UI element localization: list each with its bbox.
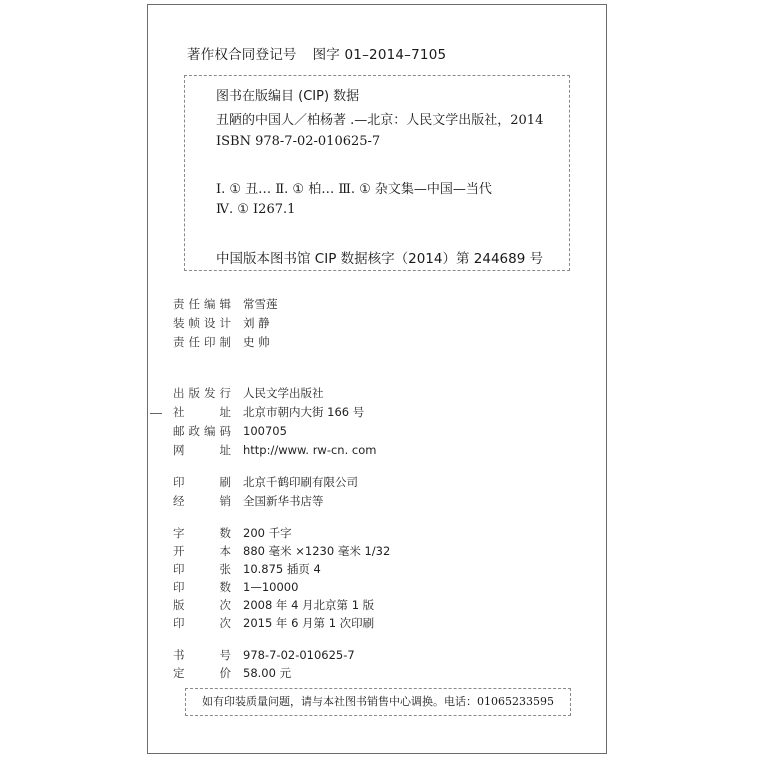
- spec-label: 印数: [173, 580, 231, 594]
- spec-value: 200 千字: [243, 526, 292, 540]
- publisher-label: 邮政编码: [173, 424, 231, 438]
- printing-label: 印刷: [173, 475, 231, 489]
- registration-number: 图字 01–2014–7105: [312, 47, 447, 63]
- spec-label: 开本: [173, 544, 231, 558]
- staff-value: 史 帅: [243, 335, 270, 349]
- staff-value: 常雪莲: [243, 297, 278, 311]
- spec-label: 字数: [173, 526, 231, 540]
- book-isbn: 978-7-02-010625-7: [243, 648, 355, 662]
- publisher-value: 北京市朝内大街 166 号: [243, 405, 365, 419]
- spec-label: 版次: [173, 598, 231, 612]
- quality-notice: 如有印装质量问题，请与本社图书销售中心调换。电话：01065233595: [185, 688, 571, 716]
- cip-line-subjects: Ⅰ. ① 丑… Ⅱ. ① 柏… Ⅲ. ① 杂文集—中国—当代: [216, 182, 492, 197]
- spec-value: 2008 年 4 月北京第 1 版: [243, 598, 375, 612]
- cip-line-isbn: ISBN 978-7-02-010625-7: [216, 134, 381, 149]
- spec-label: 印次: [173, 616, 231, 630]
- cip-check-number: 中国版本图书馆 CIP 数据核字（2014）第 244689 号: [216, 251, 544, 267]
- copyright-page: [147, 4, 607, 754]
- margin-dash: [150, 413, 162, 414]
- publisher-value: 人民文学出版社: [243, 386, 324, 400]
- staff-label: 装帧设计: [173, 316, 231, 330]
- spec-value: 1—10000: [243, 580, 299, 594]
- cip-data-box: [184, 75, 570, 271]
- cip-title: 图书在版编目 (CIP) 数据: [216, 89, 360, 104]
- cip-line-classification: Ⅳ. ① I267.1: [216, 202, 296, 217]
- publisher-label: 社址: [173, 405, 231, 419]
- copyright-registration: [187, 43, 446, 63]
- publisher-label: 出版发行: [173, 386, 231, 400]
- book-price: 58.00 元: [243, 666, 292, 680]
- publisher-value: 100705: [243, 424, 287, 438]
- printing-value: 全国新华书店等: [243, 494, 324, 508]
- book-label: 定价: [173, 666, 231, 680]
- spec-label: 印张: [173, 562, 231, 576]
- publisher-label: 网址: [173, 443, 231, 457]
- staff-value: 刘 静: [243, 316, 270, 330]
- printing-label: 经销: [173, 494, 231, 508]
- publisher-website: http://www. rw-cn. com: [243, 443, 377, 457]
- registration-label: 著作权合同登记号: [187, 47, 297, 63]
- spec-value: 880 毫米 ×1230 毫米 1/32: [243, 544, 391, 558]
- book-label: 书号: [173, 648, 231, 662]
- printing-value: 北京千鹤印刷有限公司: [243, 475, 358, 489]
- staff-label: 责任编辑: [173, 297, 231, 311]
- staff-label: 责任印制: [173, 335, 231, 349]
- spec-value: 10.875 插页 4: [243, 562, 321, 576]
- cip-line-title-author: 丑陋的中国人／柏杨著 .—北京：人民文学出版社，2014: [216, 113, 544, 128]
- spec-value: 2015 年 6 月第 1 次印刷: [243, 616, 375, 630]
